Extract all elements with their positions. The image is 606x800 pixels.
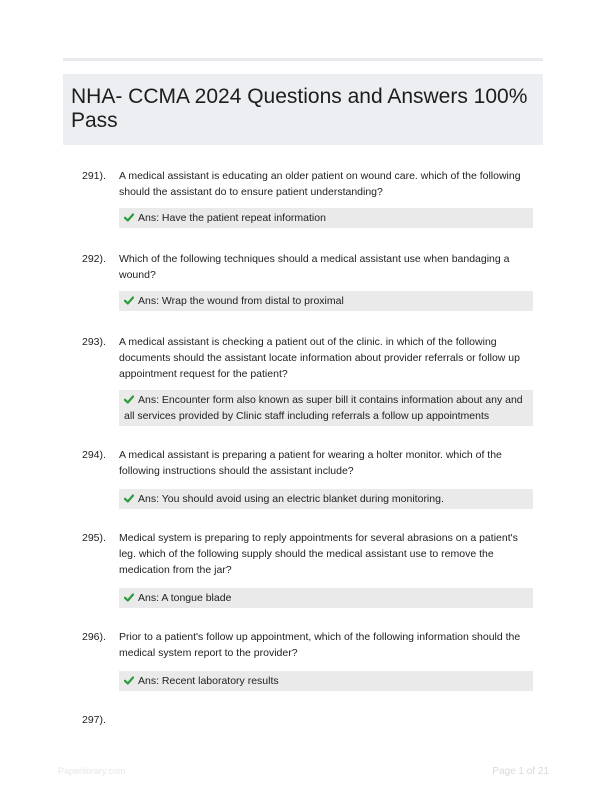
question-number: 292). <box>82 253 106 265</box>
answer-text: Ans: Wrap the wound from distal to proximal <box>138 295 344 307</box>
question-text: A medical assistant is educating an older patient on wound care. which of the following should the assistant do to ensure patient understanding? <box>119 170 521 198</box>
check-icon <box>124 676 134 685</box>
check-icon <box>124 213 134 222</box>
question-number: 297). <box>82 714 106 726</box>
document-title: NHA- CCMA 2024 Questions and Answers 100% Pass <box>71 85 528 132</box>
question-number: 295). <box>82 532 106 544</box>
answer-text: Ans: Encounter form also known as super bill it contains information about any and all services provided by Clinic staff including referrals a follow up appointments <box>124 394 523 422</box>
question-number: 291). <box>82 170 106 182</box>
question-text: A medical assistant is checking a patient out of the clinic. in which of the following documents should the assistant locate information about provider referrals or follow up appointment request for the patient? <box>119 336 520 380</box>
question-text: Prior to a patient's follow up appointment, which of the following information should the medical system report to the provider? <box>119 631 521 659</box>
question-number: 293). <box>82 336 106 348</box>
answer-text: Ans: You should avoid using an electric blanket during monitoring. <box>138 493 444 505</box>
question-number: 296). <box>82 631 106 643</box>
answer-text: Ans: Have the patient repeat information <box>138 212 326 224</box>
question-number: 294). <box>82 449 106 461</box>
answer-box <box>119 390 533 426</box>
answer-text: Ans: Recent laboratory results <box>138 675 279 687</box>
answer-box <box>119 489 533 509</box>
check-icon <box>124 494 134 503</box>
footer-watermark: Paperlibrary.com <box>58 766 126 776</box>
answer-box <box>119 291 533 311</box>
answer-box <box>119 208 533 228</box>
question-text: A medical assistant is preparing a patient for wearing a holter monitor. which of the following instructions should the assistant include? <box>119 449 502 477</box>
answer-box <box>119 671 533 691</box>
check-icon <box>124 296 134 305</box>
answer-text: Ans: A tongue blade <box>138 592 232 604</box>
top-divider <box>63 58 543 61</box>
page-number: Page 1 of 21 <box>492 766 549 777</box>
question-text: Which of the following techniques should a medical assistant use when bandaging a wound? <box>119 253 510 281</box>
check-icon <box>124 593 134 602</box>
check-icon <box>124 395 134 404</box>
answer-box <box>119 588 533 608</box>
question-text: Medical system is preparing to reply appointments for several abrasions on a patient's leg. which of the following supply should the medical assistant use to remove the medication from the jar? <box>119 532 518 576</box>
title-banner <box>63 74 543 145</box>
